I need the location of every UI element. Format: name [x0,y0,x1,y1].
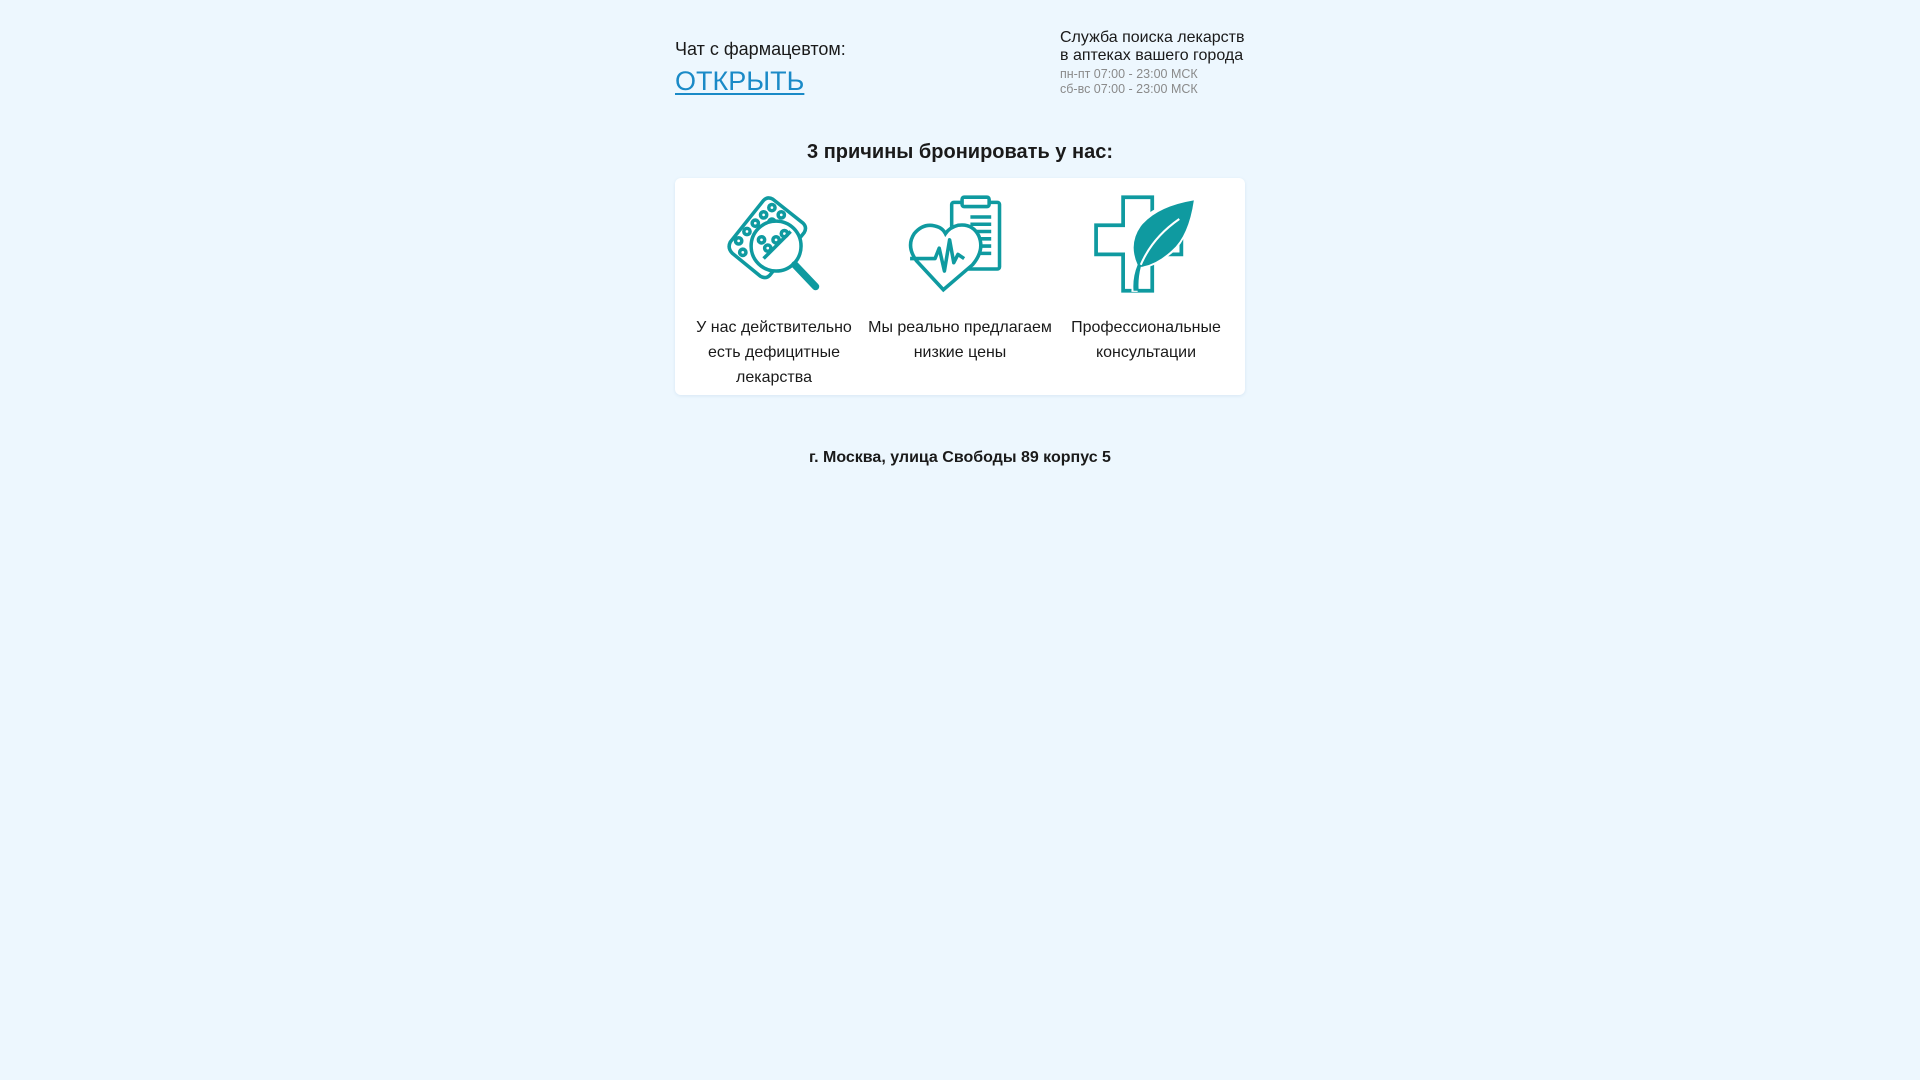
hours-weekdays: пн-пт 07:00 - 23:00 МСК [1060,67,1198,81]
page-container [675,0,1245,466]
reason-item [867,178,1053,395]
open-chat-link[interactable]: ОТКРЫТЬ [675,66,805,96]
reason-text: Профессиональные консультации [1071,319,1221,361]
hours-weekend: сб-вс 07:00 - 23:00 МСК [1060,82,1198,96]
header [675,0,1245,120]
reasons-title: 3 причины бронировать у нас: [807,141,1113,163]
reason-text: У нас действительно есть дефицитные лекарства [696,319,852,386]
reason-item [681,178,867,395]
reason-item [1053,178,1239,395]
address: г. Москва, улица Свободы 89 корпус 5 [809,449,1111,466]
chat-label: Чат с фармацевтом: [675,39,846,59]
heart-clipboard-icon [908,192,1012,296]
working-hours [1060,67,1250,97]
service-info [1060,29,1250,97]
pills-magnifier-icon [722,192,826,296]
pharmacist-chat-block [675,38,846,96]
reasons-panel [675,178,1245,395]
service-description-line: в аптеках вашего города [1060,47,1244,64]
service-description-line: Служба поиска лекарств [1060,29,1245,46]
cross-leaf-icon [1094,192,1198,296]
reason-text: Мы реально предлагаем низкие цены [868,319,1052,361]
